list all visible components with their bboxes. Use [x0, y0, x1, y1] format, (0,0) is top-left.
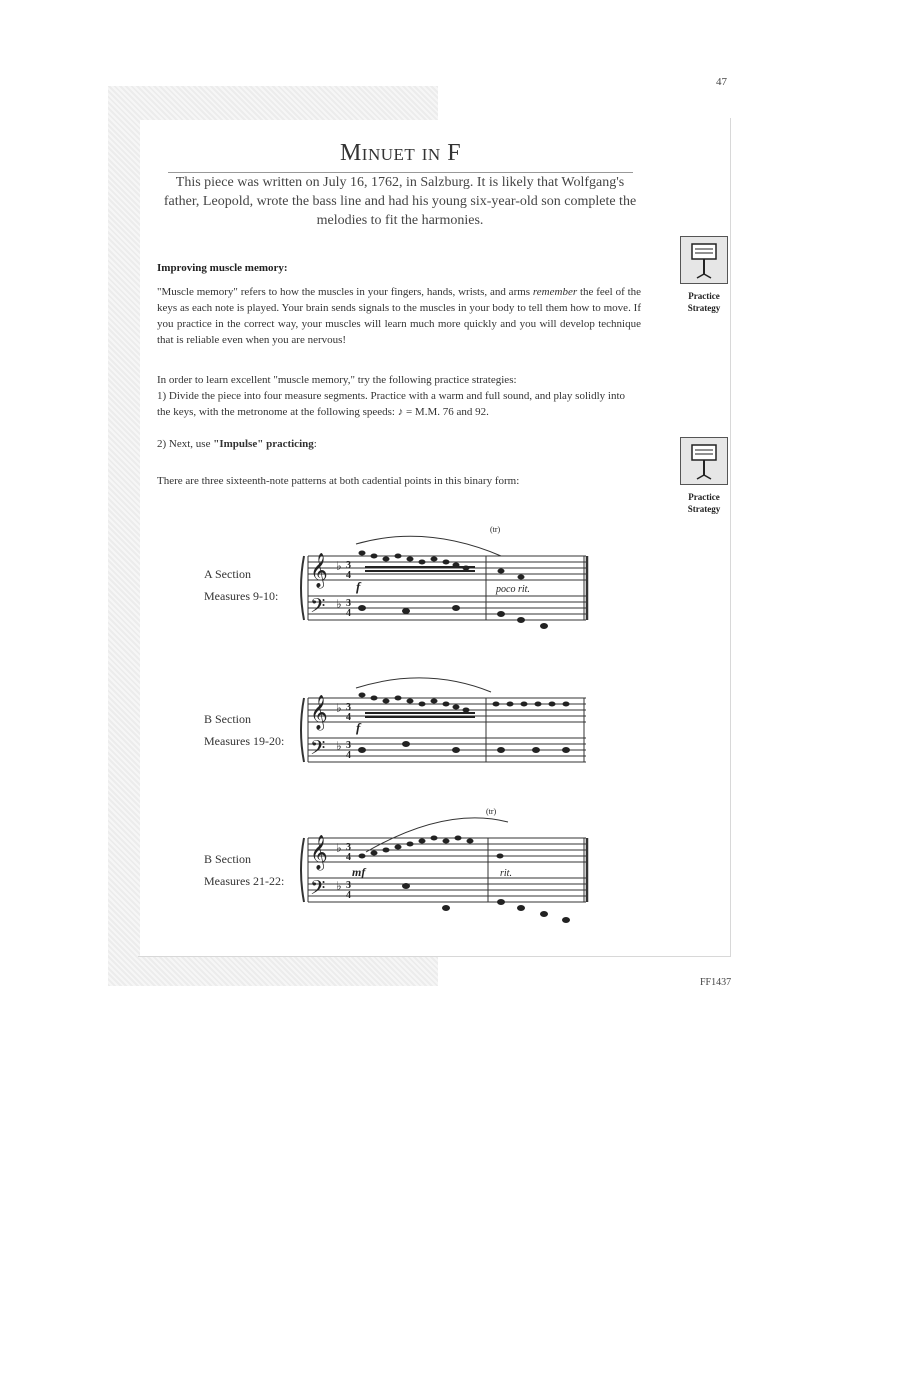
grand-staff — [301, 818, 587, 902]
svg-text:4: 4 — [346, 890, 351, 901]
svg-text:𝄞: 𝄞 — [310, 553, 328, 588]
example-measures: Measures 19-20: — [204, 734, 285, 748]
tempo-mark: rit. — [500, 868, 512, 879]
svg-text:♭: ♭ — [336, 739, 342, 753]
svg-text:4: 4 — [346, 570, 351, 581]
svg-text:3: 3 — [346, 842, 351, 853]
svg-text:4: 4 — [346, 852, 351, 863]
example-section: B Section — [204, 852, 251, 866]
svg-text:𝄞: 𝄞 — [310, 695, 328, 730]
example-section: A Section — [204, 567, 251, 581]
svg-text:3: 3 — [346, 740, 351, 751]
svg-text:4: 4 — [346, 712, 351, 723]
example-label — [204, 708, 284, 752]
music-stand-icon — [680, 236, 728, 284]
notes — [310, 525, 548, 629]
paragraph-text: the feel of the keys as each note is played. Your brain sends signals to the muscles in your body to tell them how to move. If you practice in the correct way, your muscles will learn much more quickly and you will develop technique that is reliable even when you are nervous! — [157, 286, 642, 346]
svg-text:♭: ♭ — [336, 701, 342, 715]
svg-text:𝄢: 𝄢 — [310, 876, 326, 904]
step-text: 2) Next, use — [157, 438, 214, 450]
practice-strategy-badge — [680, 236, 728, 314]
badge-label-line1: Practice — [688, 492, 720, 502]
grand-staff — [301, 678, 586, 762]
svg-text:𝄢: 𝄢 — [310, 594, 326, 622]
footer-code: FF1437 — [700, 977, 732, 988]
badge-label-line1: Practice — [688, 291, 720, 301]
svg-text:♭: ♭ — [336, 559, 342, 573]
svg-text:𝄞: 𝄞 — [310, 835, 328, 870]
dynamic-mark: mf — [352, 865, 366, 879]
svg-text:4: 4 — [346, 608, 351, 619]
music-example-1 — [296, 516, 592, 656]
svg-text:3: 3 — [346, 880, 351, 891]
svg-text:3: 3 — [346, 560, 351, 571]
svg-text:𝄢: 𝄢 — [310, 736, 326, 764]
badge-label-line2: Strategy — [687, 303, 721, 313]
example-measures: Measures 21-22: — [204, 874, 285, 888]
music-example-3 — [296, 800, 592, 940]
music-example-2 — [296, 662, 592, 802]
notes — [310, 693, 570, 765]
svg-text:(tr): (tr) — [486, 807, 497, 816]
svg-text:3: 3 — [346, 598, 351, 609]
muscle-memory-paragraph — [157, 284, 641, 348]
emphasis-text: remember — [532, 286, 578, 298]
svg-text:(tr): (tr) — [490, 525, 501, 534]
badge-label-line2: Strategy — [687, 504, 721, 514]
strategy-step-2 — [157, 436, 641, 452]
example-measures: Measures 9-10: — [204, 589, 279, 603]
svg-text:3: 3 — [346, 702, 351, 713]
strategies-intro: In order to learn excellent "muscle memory," try the following practice strategies: — [157, 374, 517, 386]
practice-strategy-badge — [680, 437, 728, 515]
svg-text:♭: ♭ — [336, 879, 342, 893]
page-number: 47 — [716, 76, 727, 88]
svg-text:♭: ♭ — [336, 841, 342, 855]
tempo-mark: poco rit. — [496, 584, 530, 595]
paragraph-text: "Muscle memory" refers to how the muscles in your fingers, hands, wrists, and arms — [157, 286, 533, 298]
example-label — [204, 563, 278, 607]
patterns-paragraph: There are three sixteenth-note patterns at both cadential points in this binary form: — [157, 475, 520, 487]
svg-text:♭: ♭ — [336, 597, 342, 611]
page-title: Minuet in F — [339, 140, 462, 166]
section-heading: Improving muscle memory: — [157, 262, 288, 274]
music-stand-icon — [680, 437, 728, 485]
grand-staff — [301, 536, 587, 620]
svg-text:4: 4 — [346, 750, 351, 761]
strategy-step-1: 1) Divide the piece into four measure segments. Practice with a warm and full sound, and play solidly into the keys, with the metronome at the following speeds: ♪ = M.M. 76 and 92. — [157, 390, 625, 418]
notes — [310, 807, 570, 923]
step-bold-text: "Impulse" practicing — [213, 438, 314, 450]
example-label — [204, 848, 284, 892]
intro-text: This piece was written on July 16, 1762, in Salzburg. It is likely that Wolfgang's father, Leopold, wrote the bass line and had his young six-year-old son complete the melodies to fit the harmonies. — [163, 175, 637, 228]
dynamic-mark: f — [356, 720, 361, 735]
example-section: B Section — [204, 712, 251, 726]
dynamic-mark: f — [356, 579, 361, 594]
step-text: : — [313, 438, 317, 450]
